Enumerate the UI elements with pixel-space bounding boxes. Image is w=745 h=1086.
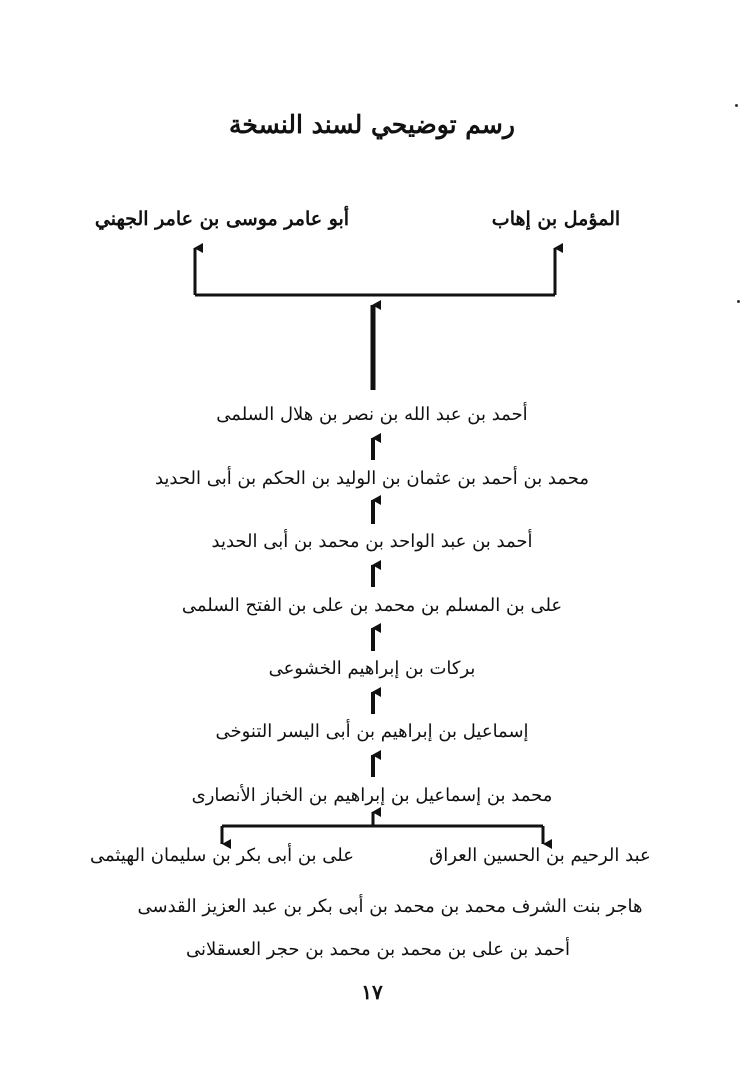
- chain-narrator-5: بركات بن إبراهيم الخشوعى: [268, 658, 476, 679]
- chain-narrator-6: إسماعيل بن إبراهيم بن أبى اليسر التنوخى: [215, 721, 529, 742]
- branch-left-narrator: على بن أبى بكر بن سليمان الهيثمى: [90, 845, 354, 866]
- bottom-narrator-1: هاجر بنت الشرف محمد بن محمد بن أبى بكر بن عبد العزيز القدسى: [137, 896, 643, 917]
- top-bracket: [195, 248, 555, 295]
- chain-narrator-7: محمد بن إسماعيل بن إبراهيم بن الخباز الأنصارى: [191, 785, 553, 806]
- margin-speck: [735, 104, 738, 107]
- chain-narrator-2: محمد بن أحمد بن عثمان بن الوليد بن الحكم بن أبى الحديد: [154, 468, 590, 489]
- narrator-top-right: المؤمل بن إهاب: [491, 208, 621, 230]
- bottom-bracket: [222, 812, 543, 844]
- chain-narrator-4: على بن المسلم بن محمد بن على بن الفتح السلمى: [181, 595, 563, 616]
- bottom-narrator-2: أحمد بن على بن محمد بن محمد بن حجر العسقلانى: [185, 939, 571, 960]
- margin-speck: [737, 300, 740, 303]
- page-title: رسم توضيحي لسند النسخة: [229, 110, 515, 139]
- branch-right-narrator: عبد الرحيم بن الحسين العراق: [429, 845, 651, 866]
- narrator-top-left: أبو عامر موسى بن عامر الجهني: [94, 208, 350, 230]
- page-number: ١٧: [361, 980, 383, 1004]
- chain-narrator-1: أحمد بن عبد الله بن نصر بن هلال السلمى: [216, 404, 528, 425]
- chain-narrator-3: أحمد بن عبد الواحد بن محمد بن أبى الحديد: [211, 531, 533, 552]
